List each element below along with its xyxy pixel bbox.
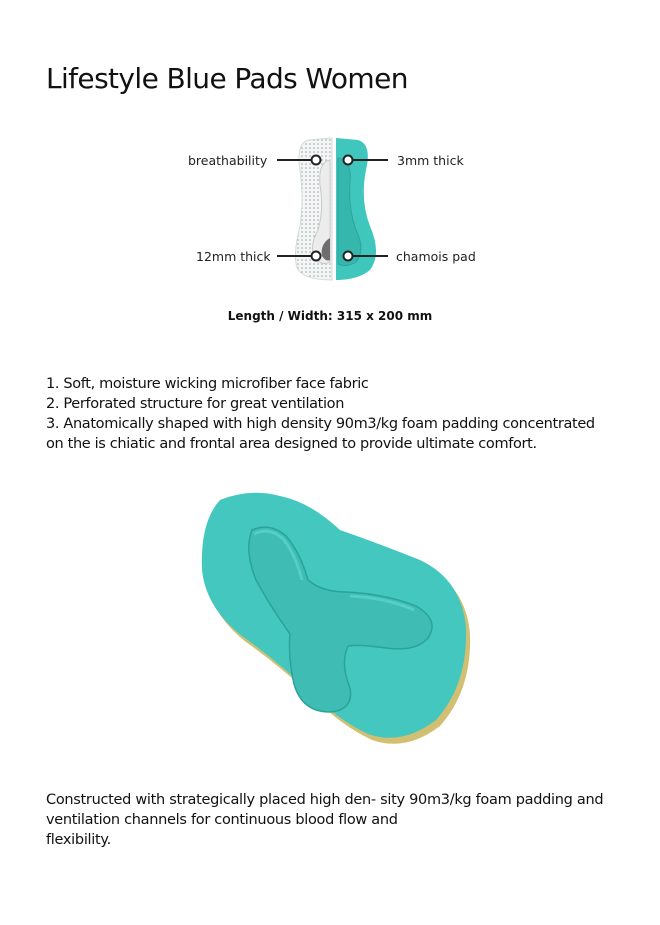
callout-12mm-thick: 12mm thick — [196, 249, 271, 264]
feature-line: 1. Soft, moisture wicking microfiber face fabric — [46, 376, 369, 392]
pad-cross-section-diagram — [180, 130, 490, 290]
description-line: flexibility. — [46, 832, 111, 848]
pad-photo-graphic — [190, 488, 480, 744]
chamois-pad-photo — [190, 488, 480, 744]
callout-chamois-pad: chamois pad — [396, 249, 476, 264]
callout-breathability: breathability — [188, 153, 268, 168]
feature-list — [46, 374, 626, 454]
feature-line: 2. Perforated structure for great ventilation — [46, 396, 345, 412]
description-line: Constructed with strategically placed high den- sity 90m3/kg foam padding and — [46, 792, 604, 808]
description-line: ventilation channels for continuous blood flow and — [46, 812, 398, 828]
callout-3mm-thick: 3mm thick — [397, 153, 464, 168]
feature-line: 3. Anatomically shaped with high density 90m3/kg foam padding concentrated — [46, 416, 595, 432]
description — [46, 790, 636, 850]
page-title: Lifestyle Blue Pads Women — [46, 62, 408, 95]
dimensions-label: Length / Width: 315 x 200 mm — [227, 309, 433, 323]
feature-line: on the is chiatic and frontal area designed to provide ultimate comfort. — [46, 436, 537, 452]
